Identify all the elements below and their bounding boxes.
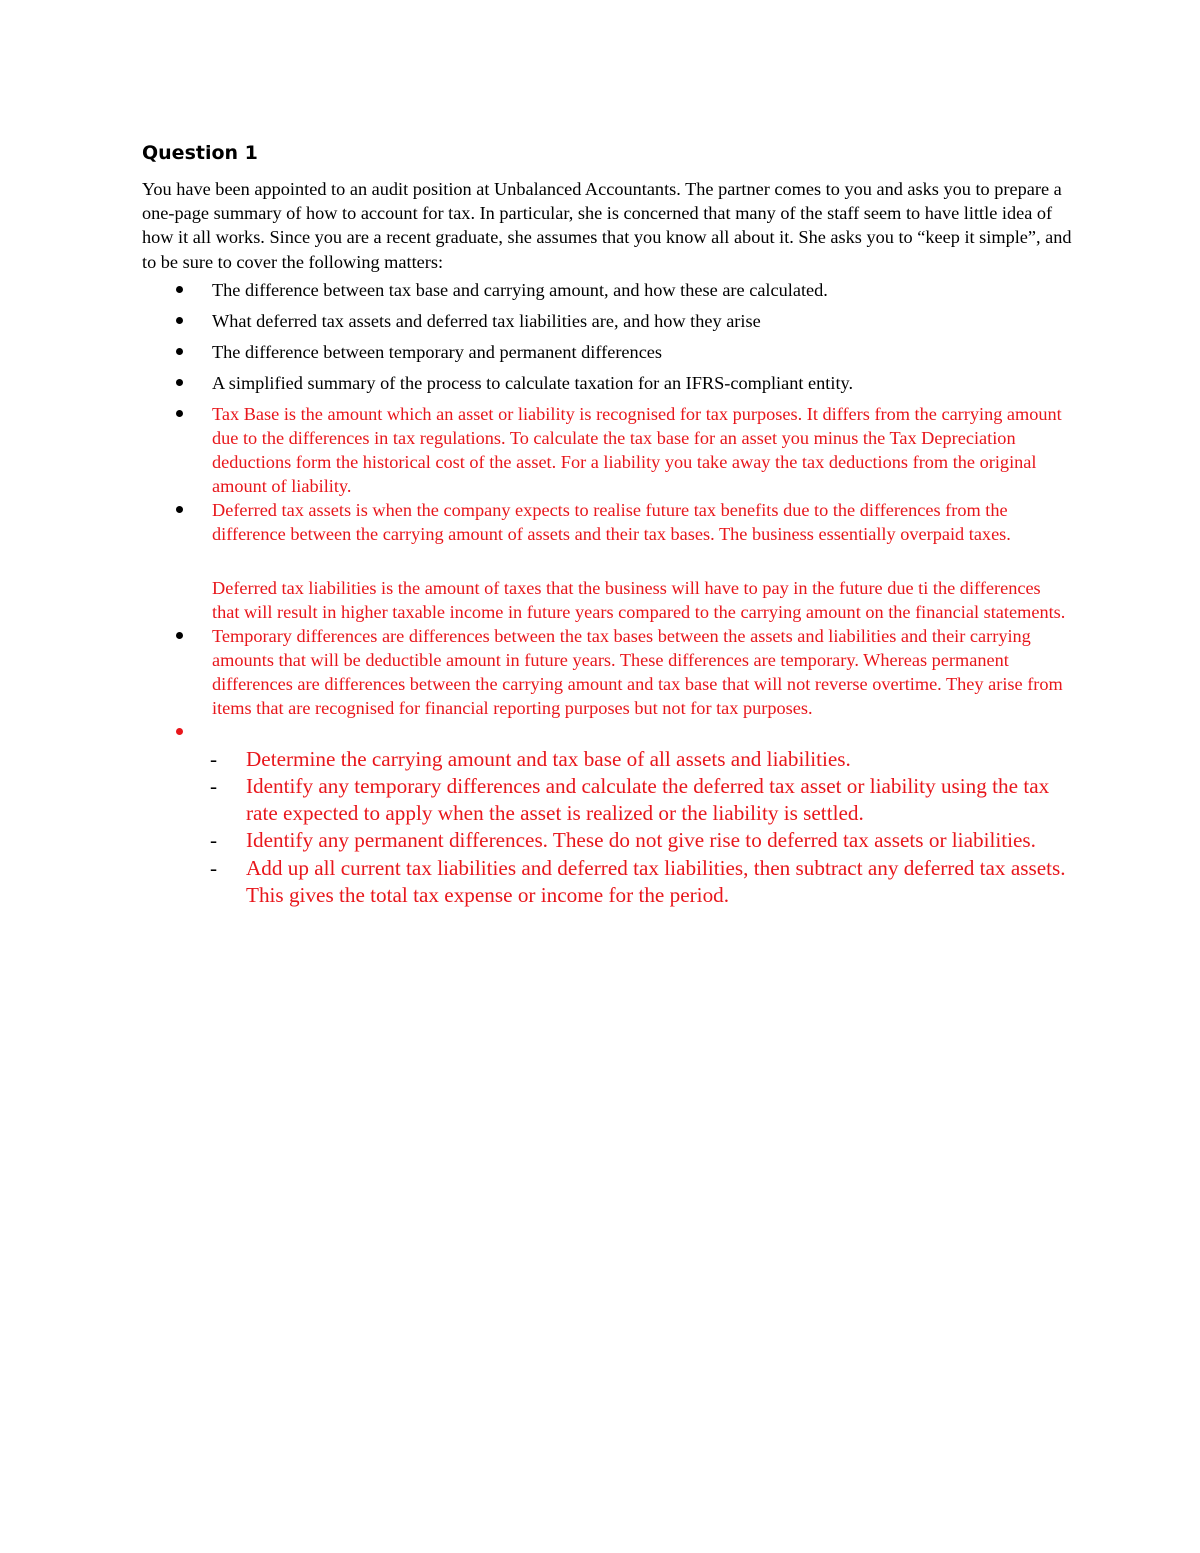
bullet-icon [176, 348, 183, 355]
answer-text: Temporary differences are differences between the tax bases between the assets and liabilities and their carrying amounts that will be deductible amount in future years. These differences are temporary. Whereas permanent differences are differences between the carrying amount and tax base that will not reverse overtime. They arise from items that are recognised for financial reporting purposes but not for tax purposes. [212, 625, 1063, 718]
answer-text: Deferred tax assets is when the company expects to realise future tax benefits due to the differences from the difference between the carrying amount of assets and their tax bases. The business essentially overpaid taxes. [212, 499, 1011, 544]
answer-deferred-liabilities: Deferred tax liabilities is the amount of taxes that the business will have to pay in the future due ti the differences that will result in higher taxable income in future years compared to the carrying amount on the financial statements. [212, 577, 1066, 622]
dash-marker: - [210, 855, 218, 880]
answer-text: Tax Base is the amount which an asset or liability is recognised for tax purposes. It differs from the carrying amount due to the differences in tax regulations. To calculate the tax base for an asset you minus the Tax Depreciation deductions form the historical cost of the asset. For a liability you take away the tax deductions from the original amount of liability. [212, 403, 1062, 496]
list-item: - Determine the carrying amount and tax base of all assets and liabilities. [142, 746, 1072, 773]
list-item: A simplified summary of the process to calculate taxation for an IFRS-compliant entity. [142, 371, 1072, 395]
dash-marker: - [210, 746, 218, 771]
list-item [142, 498, 1072, 546]
dash-marker: - [210, 828, 218, 853]
list-item: - Add up all current tax liabilities and deferred tax liabilities, then subtract any deferred tax assets. This gives the total tax expense or income for the period. [210, 855, 1066, 907]
list-item [142, 402, 1072, 498]
bullet-icon [176, 317, 183, 324]
bullet-icon [176, 728, 183, 735]
question-list [142, 278, 1072, 395]
bullet-icon [176, 286, 183, 293]
answer-process [142, 720, 1072, 740]
bullet-icon [176, 506, 183, 513]
process-steps [142, 746, 1072, 909]
question-title: Question 1 [142, 142, 258, 164]
bullet-icon [176, 410, 183, 417]
answer-tax-base [142, 402, 1072, 498]
list-item: - Identify any permanent differences. These do not give rise to deferred tax assets or liabilities. [142, 827, 1072, 854]
list-item: What deferred tax assets and deferred tax liabilities are, and how they arise [142, 309, 1072, 333]
question-intro: You have been appointed to an audit position at Unbalanced Accountants. The partner comes to you and asks you to prepare a one-page summary of how to account for tax. In particular, she is concerned that many of the staff seem to have little idea of how it all works. Since you are a recent graduate, she assumes that you know all about it. She asks you to “keep it simple”, and to be sure to cover the following matters: [142, 179, 1072, 272]
list-item [142, 624, 1072, 720]
answer-deferred-tax [142, 498, 1072, 546]
bullet-icon [176, 379, 183, 386]
list-item: The difference between temporary and permanent differences [142, 340, 1072, 364]
answer-differences [142, 624, 1072, 720]
dash-marker: - [210, 774, 218, 799]
list-item: The difference between tax base and carrying amount, and how these are calculated. [142, 278, 1072, 302]
list-item: - Identify any temporary differences and calculate the deferred tax asset or liability using the tax rate expected to apply when the asset is realized or the liability is settled. [210, 774, 1050, 826]
bullet-icon [176, 632, 183, 639]
document-page [142, 140, 1072, 909]
